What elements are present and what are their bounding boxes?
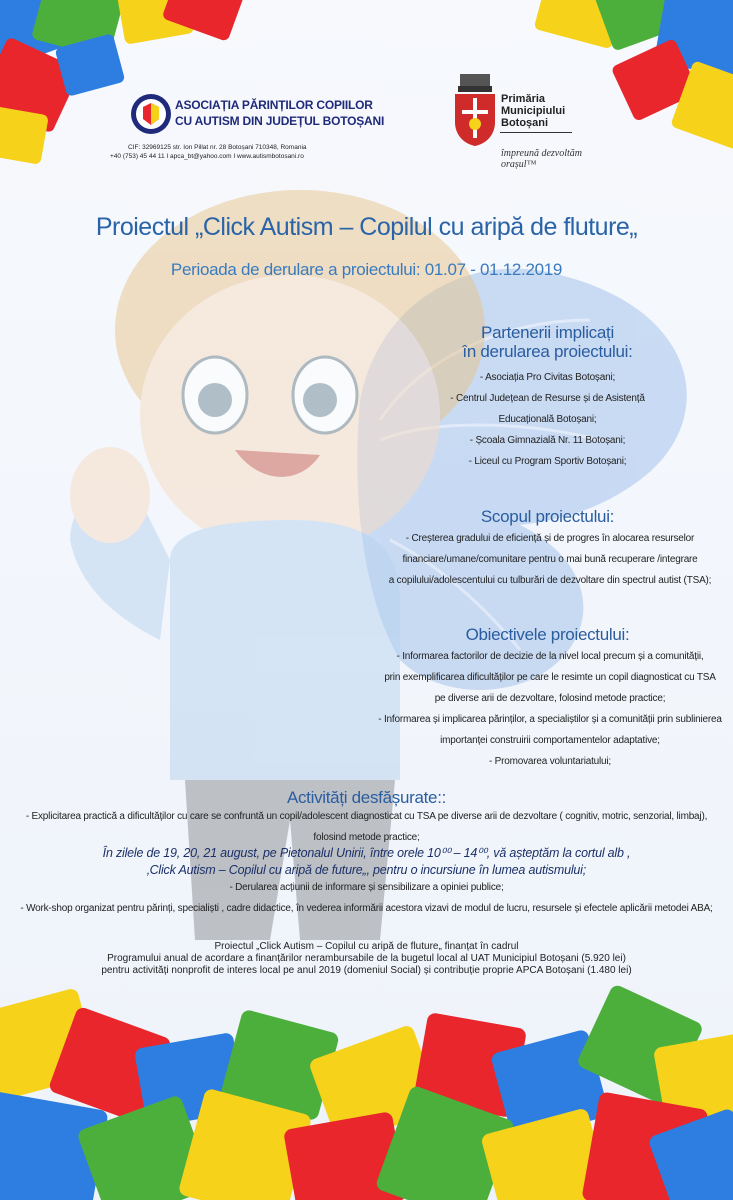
activity-item: - Explicitarea practică a dificultăților cu care se confruntă un copil/adolescent diagnosticat cu TSA pe diverse arii de dezvoltare ( cognitiv, motric, senzorial, limbaj), [25,811,708,822]
event-announcement [0,845,733,879]
partner-item: - Liceul cu Program Sportiv Botoșani; [468,456,627,467]
activity-item: folosind metode practice; [313,832,420,843]
partners-section [440,323,655,361]
objective-item: - Informarea și implicarea părinților, a specialiștilor și a comunității prin sublinierea [378,714,722,725]
organization-name-line2: CU AUTISM DIN JUDEȚUL BOTOȘANI [175,114,385,128]
project-period: Perioada de derulare a proiectului: 01.07 - 01.12.2019 [170,260,563,279]
partner-item: Educațională Botoșani; [498,414,597,425]
scope-heading: Scopul proiectului: [480,507,615,526]
partner-item: - Centrul Județean de Resurse și de Asistență [450,393,645,404]
municipality-slogan-line1: împreună dezvoltăm [501,148,583,159]
funding-line: Proiectul „Click Autism – Copilul cu aripă de fluture„ finanțat în cadrul [214,941,519,952]
funding-note [0,941,733,977]
activity-item: - Work-shop organizat pentru părinți, specialiști , cadre didactice, în vederea informării acestora vizavi de modul de lucru, resursele și efectele aplicării metodei ABA; [20,903,713,914]
municipality-name-line2: Municipiului [501,105,566,117]
objectives-heading: Obiectivele proiectului: [465,625,630,644]
partners-list [430,367,665,472]
activities-heading: Activități desfășurate:: [286,788,447,807]
objective-item: - Informarea factorilor de decizie de la nivel local precum și a comunității, [396,651,704,662]
objective-item: pe diverse arii de dezvoltare, folosind metode practice; [434,693,666,704]
objectives-list [300,646,733,772]
coat-of-arms-icon [452,72,498,148]
partners-heading-line2: în derularea proiectului: [462,342,633,361]
scope-item: - Creșterea gradului de eficiență și de progres în alocarea resurselor [405,533,695,544]
activities-list [0,806,733,848]
scope-list [330,528,733,591]
municipality-name-line1: Primăria [501,93,546,105]
objective-item: importanței construirii comportamentelor adaptative; [440,735,660,746]
event-line: În zilele de 19, 20, 21 august, pe Pietonalul Unirii, între orele 10⁰⁰ – 14⁰⁰, vă așteptăm la cortul alb , [102,846,631,860]
partners-heading-line1: Partenerii implicați [481,323,614,342]
activity-item: - Derularea acțiunii de informare și sensibilizare a opiniei publice; [229,882,504,893]
municipality-divider [500,132,572,133]
objective-item: - Promovarea voluntariatului; [488,756,612,767]
apca-logo-icon [130,93,172,135]
partner-item: - Școala Gimnazială Nr. 11 Botoșani; [469,435,626,446]
municipality-name-line3: Botoșani [501,117,549,129]
puzzle-pieces-bottom [0,983,733,1200]
project-title: Proiectul „Click Autism – Copilul cu aripă de fluture„ [95,213,638,241]
municipality-slogan-line2: orașul™ [501,159,537,170]
event-line: ‚Click Autism – Copilul cu aripă de future„, pentru o incursiune în lumea autismului; [147,863,586,877]
scope-item: financiare/umane/comunitare pentru o mai bună recuperare /integrare [402,554,698,565]
activities-list-more [0,877,733,919]
partner-item: - Asociația Pro Civitas Botoșani; [479,372,616,383]
puzzle-pieces-top-right [534,0,733,150]
organization-contact: +40 (753) 45 44 11 I apca_bt@yahoo.com I www.autismbotosani.ro [110,153,304,160]
funding-line: Programului anual de acordare a finanțărilor nerambursabile de la bugetul local al UAT Municipiul Botoșani (5.920 lei) [107,953,626,964]
puzzle-pieces-top-left [0,0,248,165]
objective-item: prin exemplificarea dificultăților pe care le resimte un copil diagnosticat cu TSA [384,672,716,683]
funding-line: pentru activități nonprofit de interes local pe anul 2019 (domeniul Social) și contribuție proprie APCA Botoșani (1.480 lei) [101,965,632,976]
organization-name-line1: ASOCIAȚIA PĂRINȚILOR COPIILOR [175,98,373,112]
scope-item: a copilului/adolescentului cu tulburări de dezvoltare din spectrul autist (TSA); [388,575,712,586]
organization-address: CIF: 32969125 str. Ion Pillat nr. 28 Botoșani 710348, Romania [128,144,307,151]
